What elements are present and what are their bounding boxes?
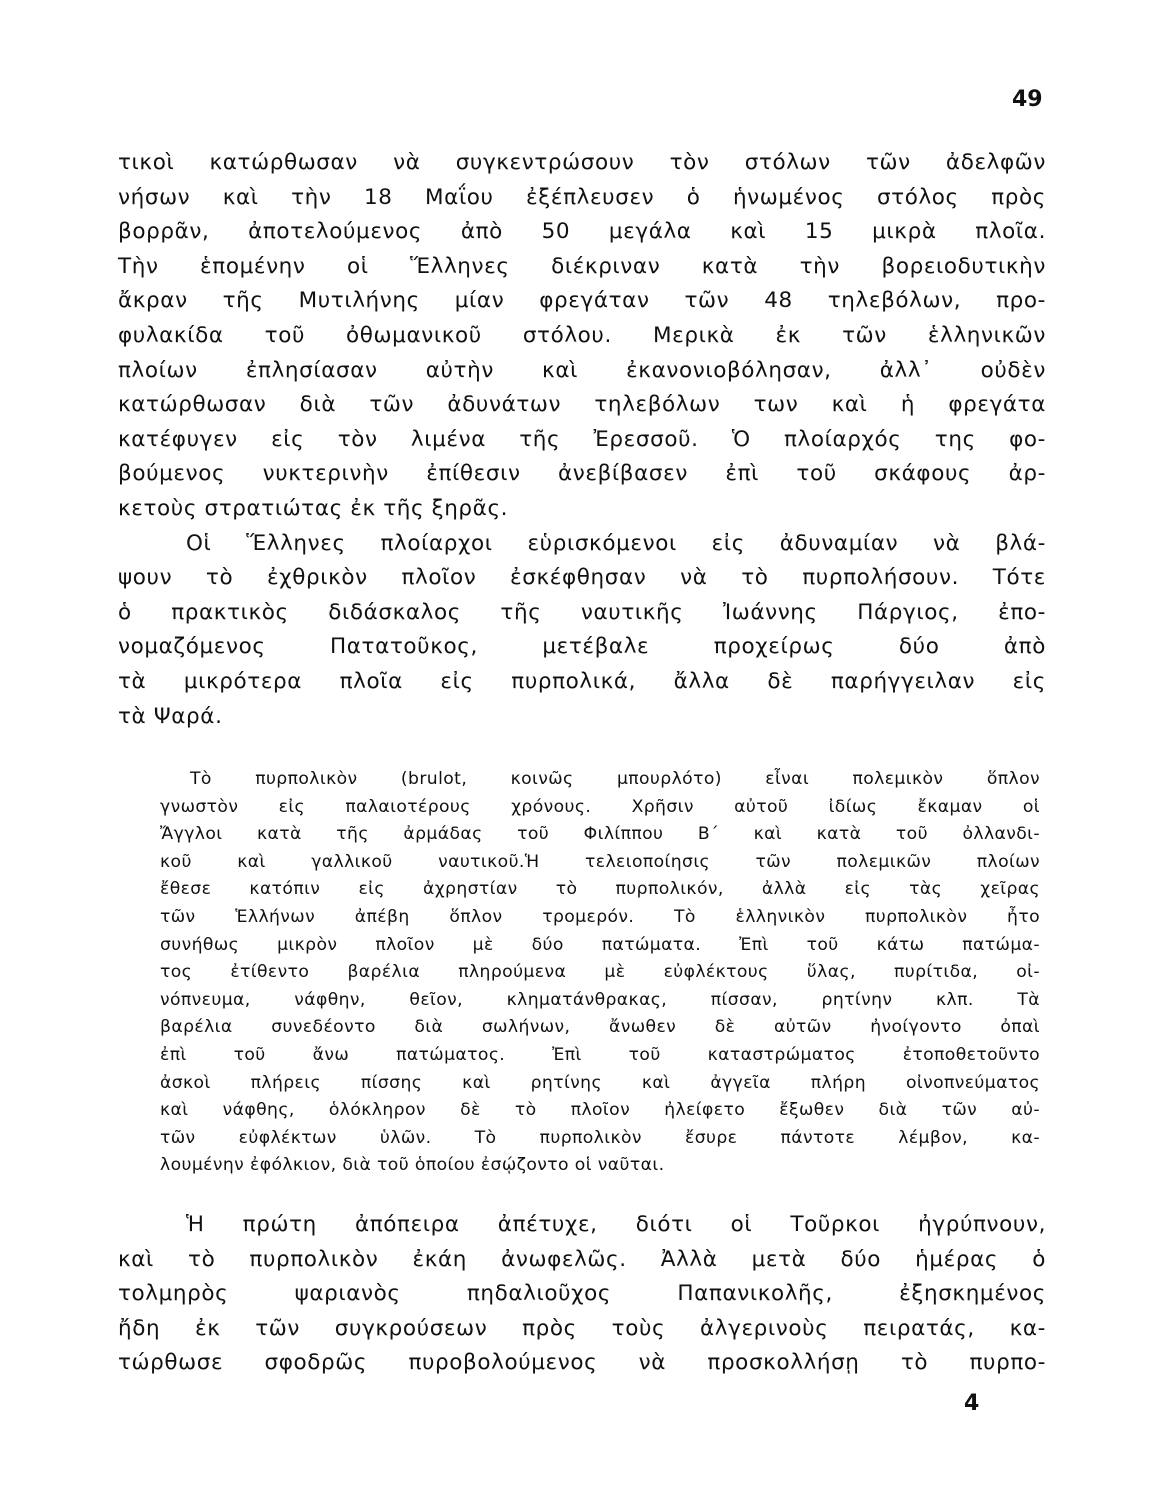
footnote-line: γνωστὸν εἰς παλαιοτέρους χρόνους. Χρῆσιν αὐτοῦ ἰδίως ἔκαμαν οἱ: [160, 796, 1040, 817]
text-line: Ἡ πρώτη ἀπόπειρα ἀπέτυχε, διότι οἱ Τοῦρκοι ἠγρύπνουν,: [186, 1212, 1046, 1237]
footnote-line: νόπνευμα, νάφθην, θεῖον, κληματάνθρακας, πίσσαν, ρητίνην κλπ. Τὰ: [160, 989, 1040, 1010]
text-line: τικοὶ κατώρθωσαν νὰ συγκεντρώσουν τὸν στόλων τῶν ἀδελφῶν: [118, 150, 1046, 175]
footnote: [160, 766, 1040, 1180]
text-line: νομαζόμενος Πατατοῦκος, μετέβαλε προχείρως δύο ἀπὸ: [118, 634, 1046, 660]
page-number: 49: [1012, 87, 1043, 112]
footnote-line: Τὸ πυρπολικὸν (brulot, κοινῶς μπουρλότο) εἶναι πολεμικὸν ὅπλον: [190, 769, 1040, 789]
body-text-bottom: [118, 1208, 1046, 1381]
text-line: ψουν τὸ ἐχθρικὸν πλοῖον ἐσκέφθησαν νὰ τὸ πυρπολήσουν. Τότε: [118, 565, 1046, 591]
text-line: ὁ πρακτικὸς διδάσκαλος τῆς ναυτικῆς Ἰωάννης Πάργιος, ἐπο-: [118, 599, 1046, 625]
text-line: Οἱ Ἕλληνες πλοίαρχοι εὑρισκόμενοι εἰς ἀδυναμίαν νὰ βλά-: [186, 530, 1046, 556]
text-line: τὰ Ψαρά.: [118, 703, 223, 729]
footnote-line: τῶν εὐφλέκτων ὑλῶν. Τὸ πυρπολικὸν ἔσυρε πάντοτε λέμβον, κα-: [160, 1127, 1040, 1148]
text-line: τολμηρὸς ψαριανὸς πηδαλιοῦχος Παπανικολῆς, ἐξησκημένος: [118, 1281, 1046, 1307]
footnote-line: ἐπὶ τοῦ ἄνω πατώματος. Ἐπὶ τοῦ καταστρώματος ἐτοποθετοῦντο: [160, 1044, 1040, 1065]
footnote-line: Ἄγγλοι κατὰ τῆς ἀρμάδας τοῦ Φιλίππου Β´ καὶ κατὰ τοῦ ὀλλανδι-: [160, 824, 1040, 845]
text-line: φυλακίδα τοῦ ὀθωμανικοῦ στόλου. Μερικὰ ἐκ τῶν ἑλληνικῶν: [118, 322, 1046, 348]
footnote-line: ἔθεσε κατόπιν εἰς ἀχρηστίαν τὸ πυρπολικόν, ἀλλὰ εἰς τὰς χεῖρας: [160, 879, 1040, 900]
text-line: πλοίων ἐπλησίασαν αὐτὴν καὶ ἐκανονιοβόλησαν, ἀλλ᾽ οὐδὲν: [118, 357, 1046, 383]
body-text-top: [118, 146, 1046, 734]
footnote-line: λουμένην ἐφόλκιον, διὰ τοῦ ὁποίου ἐσῴζοντο οἱ ναῦται.: [160, 1155, 665, 1176]
text-line: κετοὺς στρατιώτας ἐκ τῆς ξηρᾶς.: [118, 495, 509, 521]
footnote-line: τος ἐτίθεντο βαρέλια πληρούμενα μὲ εὐφλέκτους ὕλας, πυρίτιδα, οἰ-: [160, 962, 1040, 983]
signature-mark: 4: [964, 1391, 980, 1416]
footnote-line: κοῦ καὶ γαλλικοῦ ναυτικοῦ.Ἡ τελειοποίησις τῶν πολεμικῶν πλοίων: [160, 851, 1040, 872]
text-line: βορρᾶν, ἀποτελούμενος ἀπὸ 50 μεγάλα καὶ 15 μικρὰ πλοῖα.: [118, 219, 1046, 245]
footnote-line: ἀσκοὶ πλήρεις πίσσης καὶ ρητίνης καὶ ἀγγεῖα πλήρη οἰνοπνεύματος: [160, 1072, 1040, 1093]
text-line: τὰ μικρότερα πλοῖα εἰς πυρπολικά, ἄλλα δὲ παρήγγειλαν εἰς: [118, 668, 1046, 694]
text-line: νήσων καὶ τὴν 18 Μαΐου ἐξέπλευσεν ὁ ἡνωμένος στόλος πρὸς: [118, 184, 1046, 210]
text-line: κατέφυγεν εἰς τὸν λιμένα τῆς Ἐρεσσοῦ. Ὁ πλοίαρχός της φο-: [118, 426, 1046, 452]
text-line: ἤδη ἐκ τῶν συγκρούσεων πρὸς τοὺς ἀλγερινοὺς πειρατάς, κα-: [118, 1315, 1046, 1341]
footnote-line: καὶ νάφθης, ὁλόκληρον δὲ τὸ πλοῖον ἠλείφετο ἔξωθεν διὰ τῶν αὐ-: [160, 1100, 1040, 1121]
text-line: καὶ τὸ πυρπολικὸν ἐκάη ἀνωφελῶς. Ἀλλὰ μετὰ δύο ἡμέρας ὁ: [118, 1246, 1046, 1272]
text-line: βούμενος νυκτερινὴν ἐπίθεσιν ἀνεβίβασεν ἐπὶ τοῦ σκάφους ἀρ-: [118, 461, 1046, 487]
text-line: τώρθωσε σφοδρῶς πυροβολούμενος νὰ προσκολλήσῃ τὸ πυρπο-: [118, 1350, 1046, 1376]
text-line: Τὴν ἑπομένην οἱ Ἕλληνες διέκριναν κατὰ τὴν βορειοδυτικὴν: [118, 253, 1046, 279]
footnote-line: συνήθως μικρὸν πλοῖον μὲ δύο πατώματα. Ἐπὶ τοῦ κάτω πατώμα-: [160, 934, 1040, 955]
text-line: ἄκραν τῆς Μυτιλήνης μίαν φρεγάταν τῶν 48 τηλεβόλων, προ-: [118, 288, 1046, 314]
footnote-line: βαρέλια συνεδέοντο διὰ σωλήνων, ἄνωθεν δὲ αὐτῶν ἠνοίγοντο ὀπαὶ: [160, 1017, 1040, 1038]
footnote-line: τῶν Ἑλλήνων ἀπέβη ὅπλον τρομερόν. Τὸ ἑλληνικὸν πυρπολικὸν ἦτο: [160, 906, 1040, 927]
text-line: κατώρθωσαν διὰ τῶν ἀδυνάτων τηλεβόλων των καὶ ἡ φρεγάτα: [118, 392, 1046, 418]
